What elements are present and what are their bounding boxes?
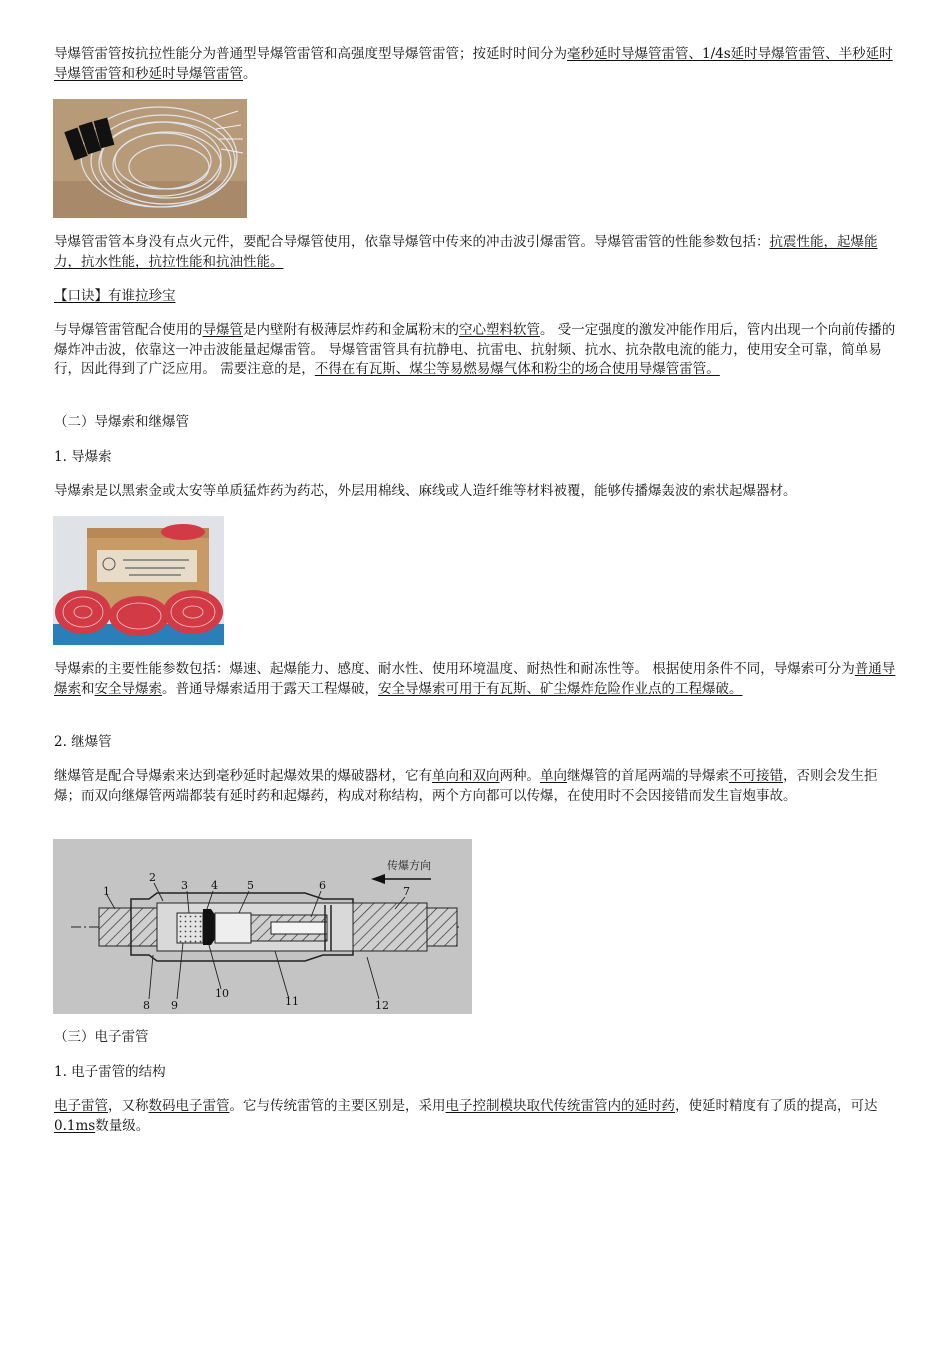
- underlined-text: 毫秒延时导爆管雷管、1/4s延时导爆管雷管、半秒延时导爆管雷管和秒延时导爆管雷管: [54, 46, 893, 82]
- text: 数量级。: [95, 1117, 150, 1134]
- subsection-heading: 2. 继爆管: [54, 734, 112, 750]
- mnemonic: [54, 287, 900, 307]
- part-label: 4: [211, 879, 218, 892]
- underlined-text: 单向: [540, 768, 567, 784]
- text: 继爆管是配合导爆索来达到毫秒延时起爆效果的爆破器材，它有: [54, 768, 432, 784]
- underlined-text: 电子控制模块取代传统雷管内的延时药: [445, 1098, 675, 1114]
- text: 。: [243, 65, 257, 82]
- part-label: 1: [103, 885, 110, 898]
- photo-shock-tube-detonators: [53, 99, 247, 218]
- part-label: 2: [149, 871, 156, 884]
- text: 导爆索的主要性能参数包括：爆速、起爆能力、感度、耐水性、使用环境温度、耐热性和耐冻性等。 根据使用条件不同，导爆索可分为: [54, 661, 855, 677]
- part-label: 7: [403, 885, 410, 898]
- underlined-text: 普通导爆索: [54, 661, 896, 697]
- paragraph-detonator-classification: [54, 45, 900, 84]
- relay-tube-diagram: [53, 839, 472, 1014]
- paragraph-detonating-cord: 导爆索是以黑索金或太安等单质猛炸药为药芯，外层用棉线、麻线或人造纤维等材料被覆，能够传播爆轰波的索状起爆器材。: [54, 483, 797, 499]
- part-label: 3: [181, 879, 188, 892]
- underlined-text: 数码电子雷管: [148, 1098, 230, 1114]
- paragraph-cord-parameters: [54, 660, 900, 699]
- text: 是内壁附有极薄层炸药和金属粉末的: [243, 322, 459, 338]
- paragraph-shock-tube: [54, 321, 900, 380]
- subsection-heading: 1. 导爆索: [54, 449, 112, 465]
- paragraph-relay-tube: [54, 767, 900, 806]
- section-heading: （三）电子雷管: [54, 1029, 149, 1045]
- underlined-text: 抗震性能，起爆能力，抗水性能，抗拉性能和抗油性能。: [54, 234, 878, 270]
- underlined-text: 安全导爆索: [94, 680, 162, 697]
- text: ，否则会发生拒爆；而双向继爆管两端都装有延时药和起爆药，构成对称结构，两个方向都可以传爆，在使用时不会因接错而发生盲炮事故。: [54, 768, 878, 804]
- part-label: 6: [319, 879, 326, 892]
- part-label: 11: [285, 995, 299, 1008]
- subsection-heading: 1. 电子雷管的结构: [54, 1064, 166, 1080]
- paragraph-electronic-detonator: [54, 1097, 900, 1136]
- part-label: 9: [171, 999, 178, 1012]
- text: ，又称: [108, 1098, 149, 1114]
- text: 和: [81, 680, 95, 697]
- underlined-text: 不可接错: [729, 768, 783, 784]
- photo-detonating-cord: [53, 516, 224, 645]
- text: 。它与传统雷管的主要区别是，采用: [229, 1098, 446, 1114]
- underlined-text: 0.1ms: [54, 1117, 96, 1134]
- part-label: 8: [143, 999, 150, 1012]
- text: 。 受一定强度的激发冲能作用后，管内出现一个向前传播的爆炸冲击波，依靠这一冲击波能量起爆雷管。 导爆管雷管具有抗静电、抗雷电、抗射频、抗水、抗杂散电流的能力，使用安全可靠，简单易行，因此得到了广泛应用。 需要注意的是，: [54, 322, 896, 377]
- text: 两种。: [499, 768, 540, 784]
- part-label: 10: [215, 987, 229, 1000]
- part-label: 12: [375, 999, 389, 1012]
- underlined-text: 不得在有瓦斯、煤尘等易燃易爆气体和粉尘的场合使用导爆管雷管。: [314, 361, 720, 377]
- paragraph-detonator-performance: [54, 233, 900, 272]
- text: 与导爆管雷管配合使用的: [54, 322, 203, 338]
- part-label: 5: [247, 879, 254, 892]
- underlined-text: 电子雷管: [54, 1098, 108, 1114]
- direction-label: 传爆方向: [387, 859, 431, 872]
- text: 继爆管的首尾两端的导爆索: [567, 768, 729, 784]
- text: 导爆管雷管按抗拉性能分为普通型导爆管雷管和高强度型导爆管雷管；按延时时间分为: [54, 46, 567, 62]
- underlined-text: 导爆管: [202, 322, 243, 338]
- section-heading: （二）导爆索和继爆管: [54, 414, 189, 430]
- underlined-text: 【口诀】有谁拉珍宝: [54, 288, 176, 304]
- text: ，使延时精度有了质的提高，可达: [675, 1098, 878, 1114]
- text: 。普通导爆索适用于露天工程爆破，: [162, 680, 378, 697]
- text: 导爆管雷管本身没有点火元件，要配合导爆管使用，依靠导爆管中传来的冲击波引爆雷管。导爆管雷管的性能参数包括：: [54, 234, 770, 250]
- underlined-text: 安全导爆索可用于有瓦斯、矿尘爆炸危险作业点的工程爆破。: [378, 680, 743, 697]
- underlined-text: 空心塑料软管: [459, 322, 540, 338]
- underlined-text: 单向和双向: [432, 768, 500, 784]
